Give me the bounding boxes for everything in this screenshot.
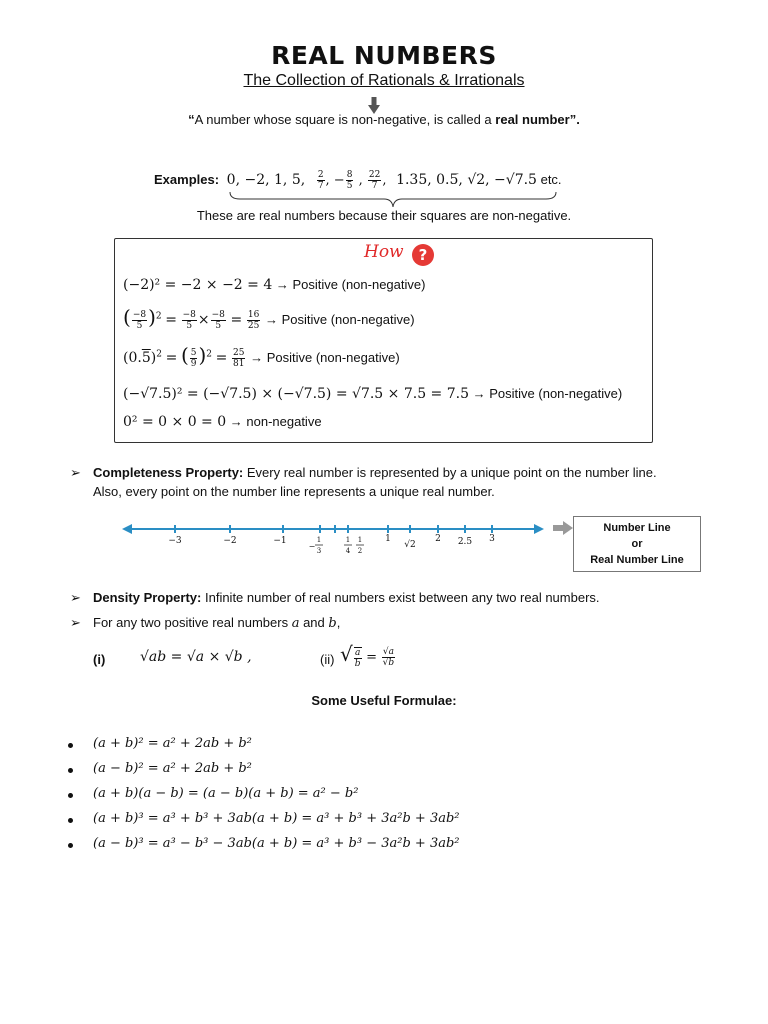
how-line-4: (−√7.5)² = (−√7.5) × (−√7.5) = √7.5 × 7.5 = 7.5 → Positive (non-negative) — [123, 386, 623, 402]
tick-label: −3 — [168, 536, 182, 546]
density-property: Density Property: Infinite number of real numbers exist between any two real numbers. — [93, 590, 600, 605]
formula-5: (a − b)³ = a³ − b³ − 3ab(a + b) = a³ + b³ − 3a²b + 3ab² — [93, 836, 460, 851]
tick-label: √2 — [404, 540, 416, 550]
examples-label: Examples: — [154, 171, 220, 187]
svg-text:4: 4 — [345, 547, 351, 555]
formulae-heading: Some Useful Formulae: — [311, 693, 457, 708]
how-box — [114, 238, 653, 443]
tick-label: 1 — [385, 534, 391, 544]
how-line-2: ( $\frac{-8}{5}$ )$^2$ = $\frac{-8}{5}$ × $\frac{-8}{5}$ = $\frac{16}{25}$ → Positive (non-negative) — [123, 305, 415, 332]
formula-1: (a + b)² = a² + 2ab + b² — [93, 736, 252, 751]
formula-2: (a − b)² = a² + 2ab + b² — [93, 761, 252, 776]
page-subtitle: The Collection of Rationals & Irrationals — [243, 72, 525, 89]
right-arrow-icon — [553, 521, 573, 535]
how-line-5: 0² = 0 × 0 = 0 → non-negative — [123, 414, 322, 430]
tick-label: 2.5 — [457, 537, 473, 547]
bullet-icon — [68, 843, 73, 848]
how-heading: How — [364, 242, 404, 262]
svg-text:3: 3 — [316, 547, 322, 555]
arrow-bullet-icon: ➢ — [70, 590, 81, 605]
bullet-icon — [68, 743, 73, 748]
page-title: REAL NUMBERS — [271, 41, 497, 70]
rule-ii-label: (ii) — [320, 652, 335, 667]
tick-label: −1 — [273, 536, 287, 546]
svg-text:2: 2 — [357, 547, 363, 555]
definition: “A number whose square is non-negative, is called a real number”. — [188, 112, 580, 127]
svg-text:1: 1 — [345, 536, 351, 544]
tick-label: −2 — [223, 536, 237, 546]
tick-label: 2 — [435, 534, 441, 544]
tick-label: 3 — [489, 534, 495, 544]
arrow-bullet-icon: ➢ — [70, 615, 81, 630]
how-line-3: $(0.5)^2$ = ( $\frac{5}{9}$ )$^2$ = $\frac{25}{81}$ → Positive (non-negative) — [123, 343, 400, 370]
svg-text:1: 1 — [357, 536, 363, 544]
question-icon: ? — [412, 244, 434, 266]
examples-brace — [228, 190, 558, 210]
completeness-property: Completeness Property: Every real number is represented by a unique point on the number line. Also, every point on the number line represents a unique real number. — [93, 465, 657, 499]
examples-line: Examples: 0, −2, 1, 5, $\frac{2}{7}$ , − $\frac{8}{5}$ , $\frac{22}{7}$ , 1.35, 0.5̅, √2, −√7.5 etc. — [154, 170, 562, 191]
rule-i-label: (i) — [93, 652, 106, 667]
bullet-icon — [68, 818, 73, 823]
because-text: These are real numbers because their squares are non-negative. — [196, 208, 572, 223]
arrow-bullet-icon: ➢ — [70, 465, 81, 480]
formula-4: (a + b)³ = a³ + b³ + 3ab(a + b) = a³ + b³ + 3a²b + 3ab² — [93, 811, 460, 826]
number-line-label-box: Number Line or Real Number Line — [573, 516, 701, 572]
rule-i: √ab = √a × √b , — [140, 649, 252, 665]
how-line-1: (−2)² = −2 × −2 = 4 → Positive (non-negative) — [123, 277, 426, 293]
positive-reals-text: For any two positive real numbers a and b, — [93, 615, 341, 631]
svg-text:−: − — [308, 542, 316, 551]
number-line — [120, 515, 550, 565]
rule-ii: √ $\frac{a}{b}$ = $\frac{√a}{√b}$ — [340, 642, 395, 669]
bullet-icon — [68, 768, 73, 773]
svg-text:1: 1 — [316, 536, 322, 544]
bullet-icon — [68, 793, 73, 798]
formula-3: (a + b)(a − b) = (a − b)(a + b) = a² − b² — [93, 786, 359, 801]
